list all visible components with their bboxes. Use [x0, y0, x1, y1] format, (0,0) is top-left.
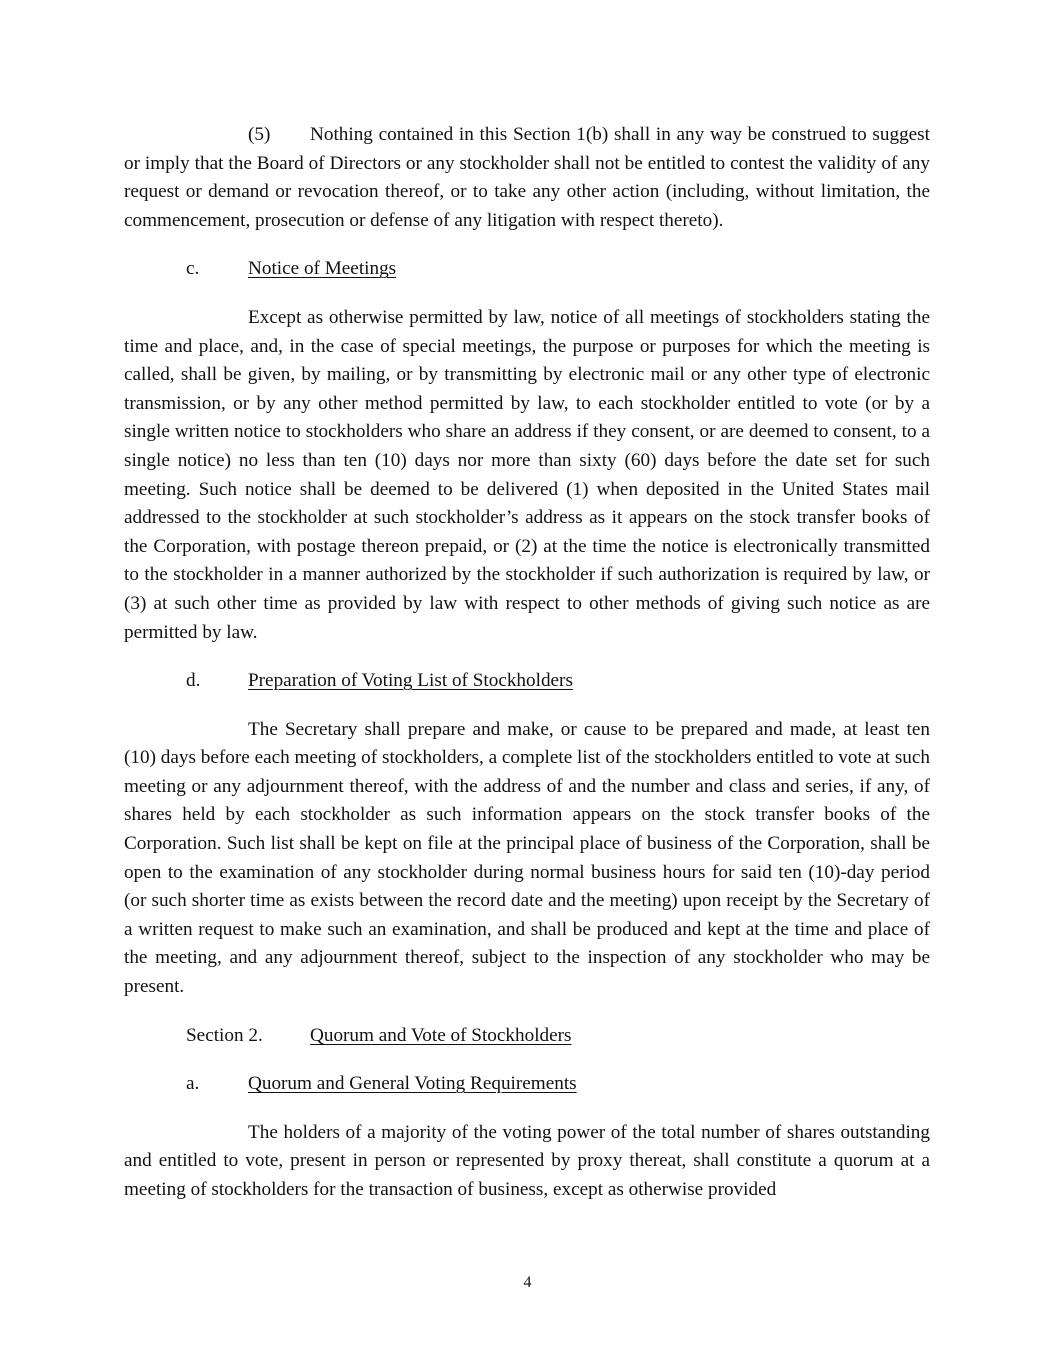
heading-a-letter: a.	[186, 1073, 200, 1095]
heading-c-letter: c.	[186, 258, 200, 280]
heading-c-title: Notice of Meetings	[248, 258, 397, 280]
paragraph-5-text: Nothing contained in this Section 1(b) shall in any way be construed to suggest or imply that the Board of Directors or any stockholder shall not be entitled to contest the validity of any request or demand or revocation thereof, or to take any other action (including, without limitation, the commencement, prosecution or defense of any litigation with respect thereto).	[124, 124, 930, 231]
heading-section-2-label: Section 2.	[186, 1024, 263, 1046]
heading-d-title: Preparation of Voting List of Stockholders	[248, 670, 573, 692]
paragraph-5	[124, 121, 930, 235]
document-page	[124, 121, 930, 1225]
page-number: 4	[523, 1274, 532, 1291]
heading-section-2-title: Quorum and Vote of Stockholders	[310, 1024, 572, 1046]
heading-a-title: Quorum and General Voting Requirements	[248, 1073, 577, 1095]
paragraph-5-label: (5)	[248, 124, 271, 145]
paragraph-d: The Secretary shall prepare and make, or cause to be prepared and made, at least ten (10) days before each meeting of stockholders, a complete list of the stockholders entitled to vote at such meeting or any adjournment thereof, with the address of and the number and class and series, if any, of shares held by each stockholder as such information appears on the stock transfer books of the Corporation. Such list shall be kept on file at the principal place of business of the Corporation, shall be open to the examination of any stockholder during normal business hours for said ten (10)-day period (or such shorter time as exists between the record date and the meeting) upon receipt by the Secretary of a written request to make such an examination, and shall be produced and kept at the time and place of the meeting, and any adjournment thereof, subject to the inspection of any stockholder who may be present.	[124, 718, 930, 998]
paragraph-a: The holders of a majority of the voting power of the total number of shares outstanding and entitled to vote, present in person or represented by proxy thereat, shall constitute a quorum at a meeting of stockholders for the transaction of business, except as otherwise provided	[124, 1121, 930, 1200]
heading-section-2	[124, 1022, 930, 1051]
heading-d-letter: d.	[186, 670, 201, 692]
heading-d	[124, 667, 930, 696]
heading-a	[124, 1070, 930, 1099]
paragraph-c: Except as otherwise permitted by law, notice of all meetings of stockholders stating the time and place, and, in the case of special meetings, the purpose or purposes for which the meeting is called, shall be given, by mailing, or by transmitting by electronic mail or any other type of electronic transmission, or by any other method permitted by law, to each stockholder entitled to vote (or by a single written notice to stockholders who share an address if they consent, or are deemed to consent, to a single notice) no less than ten (10) days nor more than sixty (60) days before the date set for such meeting. Such notice shall be deemed to be delivered (1) when deposited in the United States mail addressed to the stockholder at such stockholder’s address as it appears on the stock transfer books of the Corporation, with postage thereon prepaid, or (2) at the time the notice is electronically transmitted to the stockholder in a manner authorized by the stockholder if such authorization is required by law, or (3) at such other time as provided by law with respect to other methods of giving such notice as are permitted by law.	[124, 306, 930, 643]
heading-c	[124, 255, 930, 284]
